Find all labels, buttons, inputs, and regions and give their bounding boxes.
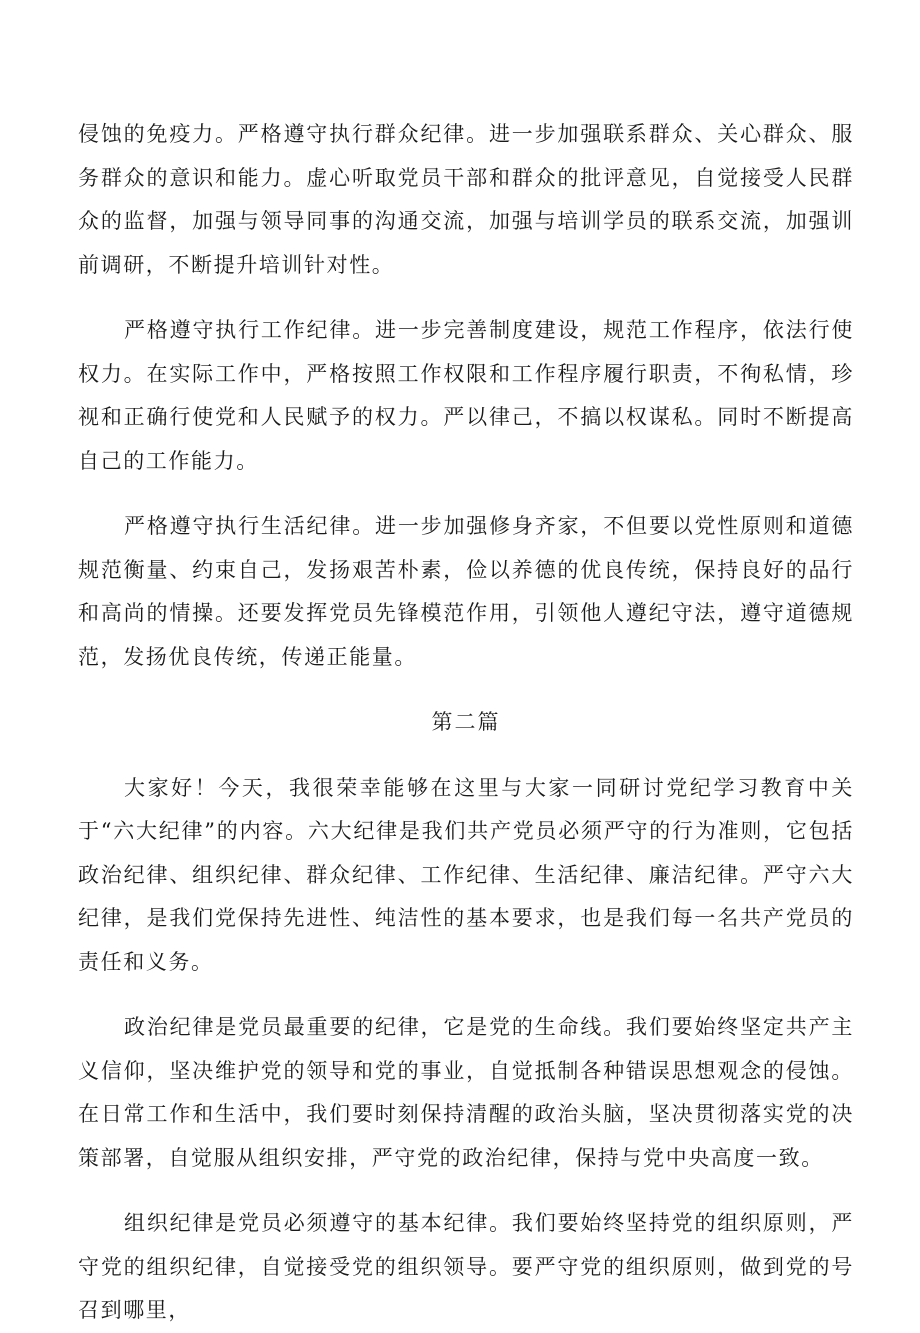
paragraph-mass-discipline: 侵蚀的免疫力。严格遵守执行群众纪律。进一步加强联系群众、关心群众、服务群众的意识和能力。虚心听取党员干部和群众的批评意见，自觉接受人民群众的监督，加强与领导同事的沟通交流，加强与培训学员的联系交流，加强训前调研，不断提升培训针对性。 [78,122,854,277]
paragraph-life-discipline: 严格遵守执行生活纪律。进一步加强修身齐家，不但要以党性原则和道德规范衡量、约束自己，发扬艰苦朴素，俭以养德的优良传统，保持良好的品行和高尚的情操。还要发挥党员先锋模范作用，引领他人遵纪守法，遵守道德规范，发扬优良传统，传递正能量。 [78,514,854,669]
section-heading: 第二篇 [431,710,501,734]
paragraph-work-discipline: 严格遵守执行工作纪律。进一步完善制度建设，规范工作程序，依法行使权力。在实际工作中，严格按照工作权限和工作程序履行职责，不徇私情，珍视和正确行使党和人民赋予的权力。严以律己，不搞以权谋私。同时不断提高自己的工作能力。 [78,318,854,473]
paragraph-greeting: 大家好！今天，我很荣幸能够在这里与大家一同研讨党纪学习教育中关于“六大纪律”的内容。六大纪律是我们共产党员必须严守的行为准则，它包括政治纪律、组织纪律、群众纪律、工作纪律、生活纪律、廉洁纪律。严守六大纪律，是我们党保持先进性、纯洁性的基本要求，也是我们每一名共产党员的责任和义务。 [78,775,854,974]
paragraph-political-discipline: 政治纪律是党员最重要的纪律，它是党的生命线。我们要始终坚定共产主义信仰，坚决维护党的领导和党的事业，自觉抵制各种错误思想观念的侵蚀。在日常工作和生活中，我们要时刻保持清醒的政治头脑，坚决贯彻落实党的决策部署，自觉服从组织安排，严守党的政治纪律，保持与党中央高度一致。 [78,1015,854,1170]
paragraph-organizational-discipline: 组织纪律是党员必须遵守的基本纪律。我们要始终坚持党的组织原则，严守党的组织纪律，自觉接受党的组织领导。要严守党的组织原则，做到党的号召到哪里， [78,1211,854,1322]
